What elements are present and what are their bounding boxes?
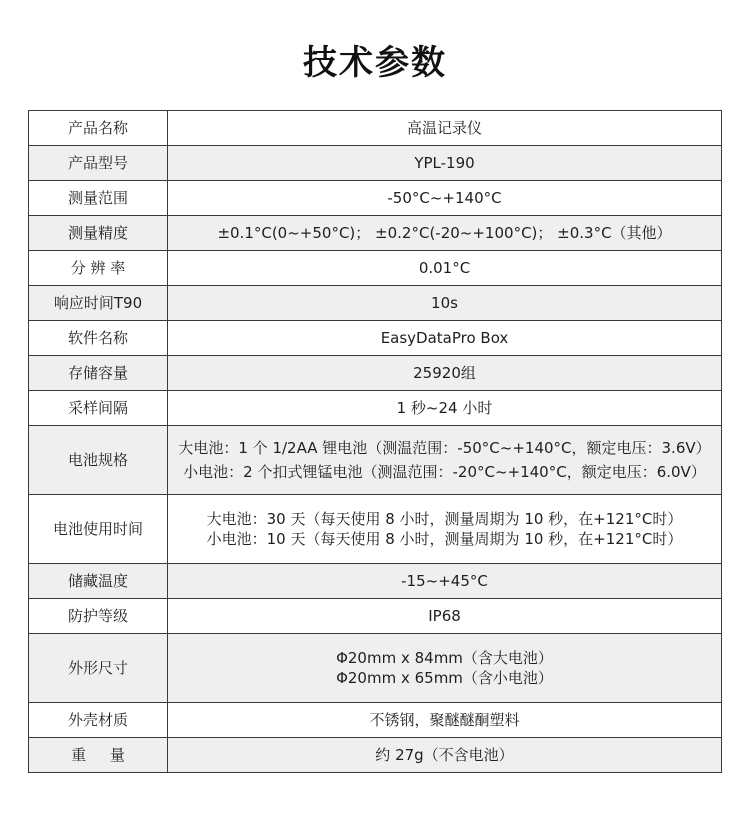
value-line: 高温记录仪 (406, 119, 482, 137)
row-value (168, 146, 722, 181)
value-line: 约 27g（不含电池） (375, 746, 514, 764)
row-value (168, 634, 722, 703)
table-row (29, 703, 722, 738)
value-line: 大电池：30 天（每天使用 8 小时，测量周期为 10 秒，在+121°C时） (206, 510, 683, 528)
row-value (168, 181, 722, 216)
row-label: 外壳材质 (29, 703, 168, 738)
value-line: Φ20mm x 84mm（含大电池） (336, 649, 553, 667)
row-label: 采样间隔 (29, 391, 168, 426)
row-value (168, 391, 722, 426)
row-value (168, 495, 722, 564)
table-row (29, 495, 722, 564)
row-label: 软件名称 (29, 321, 168, 356)
row-value (168, 216, 722, 251)
table-row (29, 251, 722, 286)
value-line: IP68 (428, 607, 461, 625)
table-row (29, 286, 722, 321)
table-row (29, 426, 722, 495)
value-line: ±0.1°C(0~+50°C)； ±0.2°C(-20~+100°C)； ±0.3°C（其他） (217, 224, 672, 242)
value-line: -50°C~+140°C (387, 189, 502, 207)
row-value (168, 426, 722, 495)
value-line: 小电池：2 个扣式锂锰电池（测温范围：-20°C~+140°C，额定电压：6.0V） (183, 463, 706, 481)
value-line: 1 秒~24 小时 (396, 399, 493, 417)
row-value (168, 111, 722, 146)
table-row (29, 564, 722, 599)
row-label: 产品型号 (29, 146, 168, 181)
page-title: 技术参数 (303, 43, 447, 83)
table-row (29, 738, 722, 773)
value-line: -15~+45°C (401, 572, 488, 590)
table-row (29, 599, 722, 634)
spec-table (28, 110, 722, 773)
row-label: 重 量 (29, 738, 168, 773)
value-line: Φ20mm x 65mm（含小电池） (336, 669, 553, 687)
row-value (168, 599, 722, 634)
row-label: 分 辨 率 (29, 251, 168, 286)
row-label: 测量范围 (29, 181, 168, 216)
table-row (29, 634, 722, 703)
value-line: 25920组 (413, 364, 476, 382)
table-row (29, 391, 722, 426)
value-line: 不锈钢，聚醚醚酮塑料 (369, 711, 520, 729)
row-label: 存储容量 (29, 356, 168, 391)
table-row (29, 181, 722, 216)
table-row (29, 356, 722, 391)
table-row (29, 321, 722, 356)
row-value (168, 564, 722, 599)
row-value (168, 321, 722, 356)
row-label: 储藏温度 (29, 564, 168, 599)
row-label: 测量精度 (29, 216, 168, 251)
table-row (29, 111, 722, 146)
value-line: YPL-190 (414, 154, 475, 172)
value-line: EasyDataPro Box (380, 329, 509, 347)
row-value (168, 356, 722, 391)
value-line: 10s (431, 294, 458, 312)
row-label: 外形尺寸 (29, 634, 168, 703)
value-line: 大电池：1 个 1/2AA 锂电池（测温范围：-50°C~+140°C，额定电压：3.6V） (178, 439, 711, 457)
row-value (168, 286, 722, 321)
table-row (29, 146, 722, 181)
row-label: 防护等级 (29, 599, 168, 634)
row-label: 电池规格 (29, 426, 168, 495)
row-value (168, 738, 722, 773)
row-label: 电池使用时间 (29, 495, 168, 564)
row-value (168, 703, 722, 738)
row-value (168, 251, 722, 286)
value-line: 0.01°C (418, 259, 471, 277)
row-label: 响应时间T90 (29, 286, 168, 321)
table-row (29, 216, 722, 251)
value-line: 小电池：10 天（每天使用 8 小时，测量周期为 10 秒，在+121°C时） (206, 530, 683, 548)
row-label: 产品名称 (29, 111, 168, 146)
